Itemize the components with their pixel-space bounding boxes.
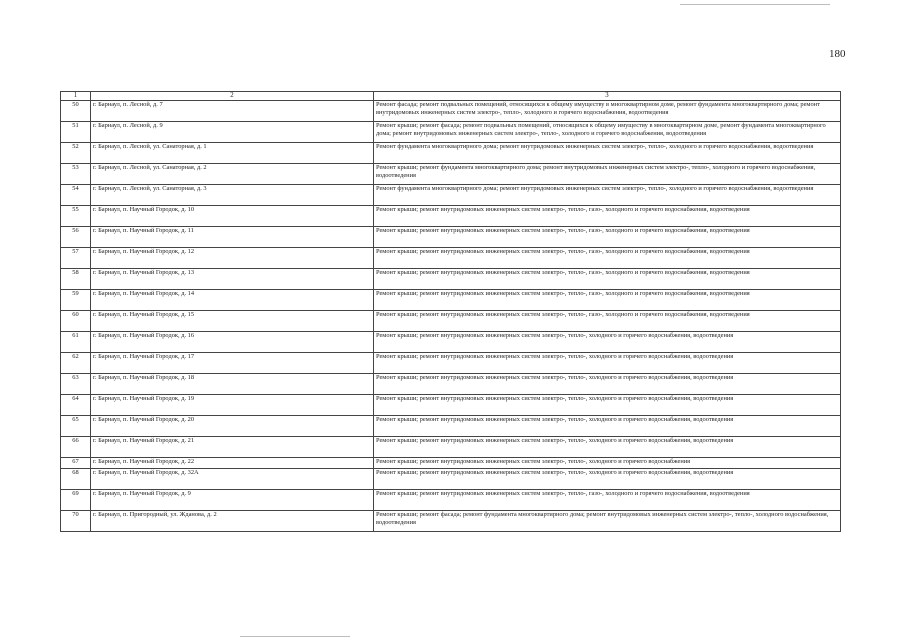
table-row	[61, 511, 841, 532]
row-number: 59	[61, 290, 91, 311]
row-works: Ремонт крыши; ремонт фасада; ремонт подвальных помещений, относящихся к общему имуществу в многоквартирном доме, ремонт фундамента многоквартирного дома; ремонт внутридомовых инженерных систем электро-, тепло-, холодного и горячего водоснабжения, водоотведения	[374, 122, 841, 143]
row-address: г. Барнаул, п. Научный Городок, д. 16	[91, 332, 374, 353]
header-col-works: 3	[374, 92, 841, 101]
row-address: г. Барнаул, п. Научный Городок, д. 14	[91, 290, 374, 311]
row-works: Ремонт крыши; ремонт внутридомовых инженерных систем электро-, тепло-, холодного и горячего водоснабжения, водоотведения	[374, 332, 841, 353]
row-address: г. Барнаул, п. Лесной, ул. Санаторная, д. 2	[91, 164, 374, 185]
row-works: Ремонт крыши; ремонт внутридомовых инженерных систем электро-, тепло-, газо-, холодного и горячего водоснабжения, водоотведения	[374, 311, 841, 332]
row-works: Ремонт крыши; ремонт внутридомовых инженерных систем электро-, тепло-, холодного и горячего водоснабжения, водоотведения	[374, 374, 841, 395]
row-address: г. Барнаул, п. Научный Городок, д. 32А	[91, 469, 374, 490]
row-works: Ремонт крыши; ремонт внутридомовых инженерных систем электро-, тепло-, газо-, холодного и горячего водоснабжения, водоотведения	[374, 269, 841, 290]
scan-edge-bottom	[240, 636, 350, 637]
table-row	[61, 332, 841, 353]
table-row	[61, 248, 841, 269]
row-number: 52	[61, 143, 91, 164]
row-address: г. Барнаул, п. Научный Городок, д. 13	[91, 269, 374, 290]
row-works: Ремонт крыши; ремонт внутридомовых инженерных систем электро-, тепло-, холодного и горячего водоснабжения, водоотведения	[374, 416, 841, 437]
row-address: г. Барнаул, п. Научный Городок, д. 10	[91, 206, 374, 227]
row-address: г. Барнаул, п. Научный Городок, д. 20	[91, 416, 374, 437]
row-number: 67	[61, 458, 91, 469]
row-works: Ремонт крыши; ремонт внутридомовых инженерных систем электро-, тепло-, холодного и горячего водоснабжения, водоотведения	[374, 469, 841, 490]
row-number: 66	[61, 437, 91, 458]
row-address: г. Барнаул, п. Научный Городок, д. 17	[91, 353, 374, 374]
table-row	[61, 269, 841, 290]
row-address: г. Барнаул, п. Лесной, ул. Санаторная, д. 1	[91, 143, 374, 164]
row-works: Ремонт фундамента многоквартирного дома; ремонт внутридомовых инженерных систем электро-, тепло-, холодного и горячего водоснабжения, водоотведения	[374, 143, 841, 164]
table-row	[61, 122, 841, 143]
row-address: г. Барнаул, п. Лесной, ул. Санаторная, д. 3	[91, 185, 374, 206]
table-row	[61, 206, 841, 227]
row-number: 58	[61, 269, 91, 290]
row-address: г. Барнаул, п. Научный Городок, д. 15	[91, 311, 374, 332]
row-works: Ремонт фасада; ремонт подвальных помещений, относящихся к общему имуществу в многоквартирном доме, ремонт фундамента многоквартирного дома; ремонт внутридомовых инженерных систем электро-, тепло-, холодного и горячего водоснабжения, водоотведения	[374, 101, 841, 122]
table-row	[61, 101, 841, 122]
table-row	[61, 164, 841, 185]
row-address: г. Барнаул, п. Научный Городок, д. 21	[91, 437, 374, 458]
row-works: Ремонт крыши; ремонт внутридомовых инженерных систем электро-, тепло-, газо-, холодного и горячего водоснабжения, водоотведения	[374, 290, 841, 311]
row-works: Ремонт крыши; ремонт внутридомовых инженерных систем электро-, тепло-, холодного и горячего водоснабжения	[374, 458, 841, 469]
row-works: Ремонт крыши; ремонт внутридомовых инженерных систем электро-, тепло-, газо-, холодного и горячего водоснабжения, водоотведения	[374, 490, 841, 511]
table-row	[61, 395, 841, 416]
table-row	[61, 437, 841, 458]
row-number: 54	[61, 185, 91, 206]
table-row	[61, 458, 841, 469]
row-address: г. Барнаул, п. Лесной, д. 9	[91, 122, 374, 143]
row-works: Ремонт фундамента многоквартирного дома; ремонт внутридомовых инженерных систем электро-, тепло-, холодного и горячего водоснабжения, водоотведения	[374, 185, 841, 206]
row-address: г. Барнаул, п. Пригородный, ул. Жданова, д. 2	[91, 511, 374, 532]
table-row	[61, 374, 841, 395]
table-row	[61, 143, 841, 164]
table-row	[61, 490, 841, 511]
row-number: 63	[61, 374, 91, 395]
row-address: г. Барнаул, п. Научный Городок, д. 9	[91, 490, 374, 511]
row-works: Ремонт крыши; ремонт внутридомовых инженерных систем электро-, тепло-, газо-, холодного и горячего водоснабжения, водоотведения	[374, 206, 841, 227]
table-row	[61, 227, 841, 248]
row-number: 50	[61, 101, 91, 122]
row-number: 57	[61, 248, 91, 269]
table-header-row	[61, 92, 841, 101]
table-row	[61, 290, 841, 311]
row-address: г. Барнаул, п. Научный Городок, д. 19	[91, 395, 374, 416]
row-number: 64	[61, 395, 91, 416]
row-address: г. Барнаул, п. Научный Городок, д. 12	[91, 248, 374, 269]
row-address: г. Барнаул, п. Научный Городок, д. 11	[91, 227, 374, 248]
table-row	[61, 416, 841, 437]
table-row	[61, 311, 841, 332]
row-number: 60	[61, 311, 91, 332]
row-works: Ремонт крыши; ремонт фасада; ремонт фундамента многоквартирного дома; ремонт внутридомовых инженерных систем электро-, тепло-, холодного водоснабжения, водоотведения	[374, 511, 841, 532]
row-number: 53	[61, 164, 91, 185]
row-number: 70	[61, 511, 91, 532]
row-number: 65	[61, 416, 91, 437]
row-works: Ремонт крыши; ремонт внутридомовых инженерных систем электро-, тепло-, газо-, холодного и горячего водоснабжения, водоотведения	[374, 227, 841, 248]
scan-edge-top	[680, 4, 830, 5]
row-address: г. Барнаул, п. Научный Городок, д. 18	[91, 374, 374, 395]
row-works: Ремонт крыши; ремонт внутридомовых инженерных систем электро-, тепло-, холодного и горячего водоснабжения, водоотведения	[374, 353, 841, 374]
repair-registry-table	[60, 91, 841, 532]
row-number: 62	[61, 353, 91, 374]
page-number: 180	[829, 48, 846, 60]
row-number: 56	[61, 227, 91, 248]
row-works: Ремонт крыши; ремонт внутридомовых инженерных систем электро-, тепло-, холодного и горячего водоснабжения, водоотведения	[374, 395, 841, 416]
row-number: 61	[61, 332, 91, 353]
header-col-number: 1	[61, 92, 91, 101]
table-row	[61, 185, 841, 206]
table-row	[61, 469, 841, 490]
row-works: Ремонт крыши; ремонт внутридомовых инженерных систем электро-, тепло-, газо-, холодного и горячего водоснабжения, водоотведения	[374, 248, 841, 269]
row-works: Ремонт крыши; ремонт фундамента многоквартирного дома; ремонт внутридомовых инженерных систем электро-, тепло-, холодного и горячего водоснабжения, водоотведения	[374, 164, 841, 185]
header-col-address: 2	[91, 92, 374, 101]
row-number: 69	[61, 490, 91, 511]
row-number: 51	[61, 122, 91, 143]
row-number: 68	[61, 469, 91, 490]
table-row	[61, 353, 841, 374]
row-number: 55	[61, 206, 91, 227]
row-works: Ремонт крыши; ремонт внутридомовых инженерных систем электро-, тепло-, холодного и горячего водоснабжения, водоотведения	[374, 437, 841, 458]
row-address: г. Барнаул, п. Лесной, д. 7	[91, 101, 374, 122]
row-address: г. Барнаул, п. Научный Городок, д. 22	[91, 458, 374, 469]
